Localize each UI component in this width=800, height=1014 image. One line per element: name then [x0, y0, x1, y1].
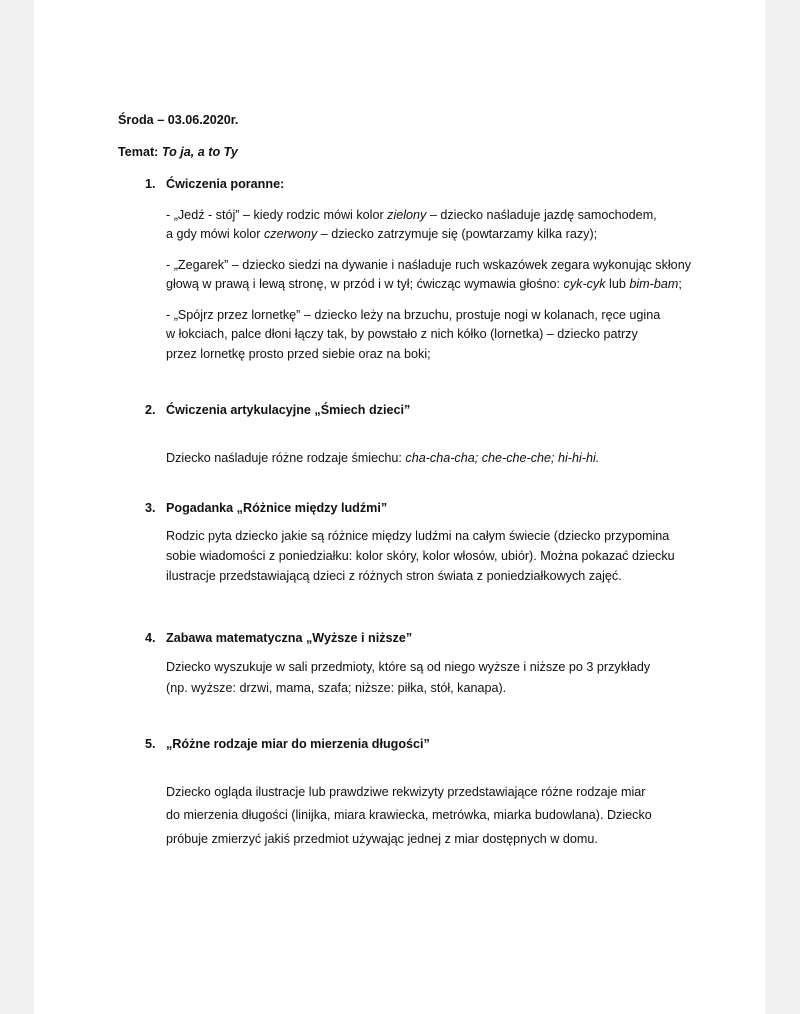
s4-line1: Dziecko wyszukuje w sali przedmioty, które są od niego wyższe i niższe po 3 przykłady: [166, 660, 651, 674]
section-3-title: Pogadanka „Różnice między ludźmi”: [166, 501, 388, 515]
section-5-title: „Różne rodzaje miar do mierzenia długości”: [166, 737, 430, 751]
s1-p3-line1: - „Spójrz przez lornetkę” – dziecko leży na brzuchu, prostuje nogi w kolanach, ręce ugina: [166, 308, 661, 322]
s1-p1-line2: a gdy mówi kolor czerwony – dziecko zatrzymuje się (powtarzamy kilka razy);: [166, 227, 598, 241]
topic-label: Temat:: [118, 145, 162, 159]
section-5-number: 5.: [145, 737, 156, 751]
s5-line1: Dziecko ogląda ilustracje lub prawdziwe rekwizyty przedstawiające różne rodzaje miar: [166, 785, 646, 799]
s1-p1-line1: - „Jedź - stój” – kiedy rodzic mówi kolor zielony – dziecko naśladuje jazdę samochodem,: [166, 208, 657, 222]
section-2-number: 2.: [145, 403, 156, 417]
document-page: [34, 0, 765, 1014]
section-3-number: 3.: [145, 501, 156, 515]
date-line: Środa – 03.06.2020r.: [118, 113, 239, 127]
section-1-number: 1.: [145, 177, 156, 191]
s1-p3-line2: w łokciach, palce dłoni łączy tak, by powstało z nich kółko (lornetka) – dziecko patrzy: [166, 327, 638, 341]
section-4-number: 4.: [145, 631, 156, 645]
section-4-title: Zabawa matematyczna „Wyższe i niższe”: [166, 631, 413, 645]
s2-text: Dziecko naśladuje różne rodzaje śmiechu: cha-cha-cha; che-che-che; hi-hi-hi.: [166, 451, 600, 465]
topic-value: To ja, a to Ty: [161, 145, 238, 159]
s1-p3-line3: przez lornetkę prosto przed siebie oraz na boki;: [166, 347, 431, 361]
section-2-title: Ćwiczenia artykulacyjne „Śmiech dzieci”: [166, 403, 411, 417]
section-1-title: Ćwiczenia poranne:: [166, 177, 285, 191]
s4-line2: (np. wyższe: drzwi, mama, szafa; niższe: piłka, stół, kanapa).: [166, 681, 507, 695]
s5-line2: do mierzenia długości (linijka, miara krawiecka, metrówka, miarka budowlana). Dziecko: [166, 808, 652, 822]
s1-p2-line2: głową w prawą i lewą stronę, w przód i w tył; ćwicząc wymawia głośno: cyk-cyk lub bim-bam;: [166, 277, 682, 291]
topic-line: [118, 142, 238, 163]
s3-line2: sobie wiadomości z poniedziałku: kolor skóry, kolor włosów, ubiór). Można pokazać dziecku: [166, 549, 675, 563]
s5-line3: próbuje zmierzyć jakiś przedmiot używając jednej z miar dostępnych w domu.: [166, 832, 598, 846]
s3-line3: ilustracje przedstawiającą dzieci z różnych stron świata z poniedziałkowych zajęć.: [166, 569, 622, 583]
s1-p2-line1: - „Zegarek” – dziecko siedzi na dywanie i naśladuje ruch wskazówek zegara wykonując skłony: [166, 258, 691, 272]
s3-line1: Rodzic pyta dziecko jakie są różnice między ludźmi na całym świecie (dziecko przypomina: [166, 529, 670, 543]
